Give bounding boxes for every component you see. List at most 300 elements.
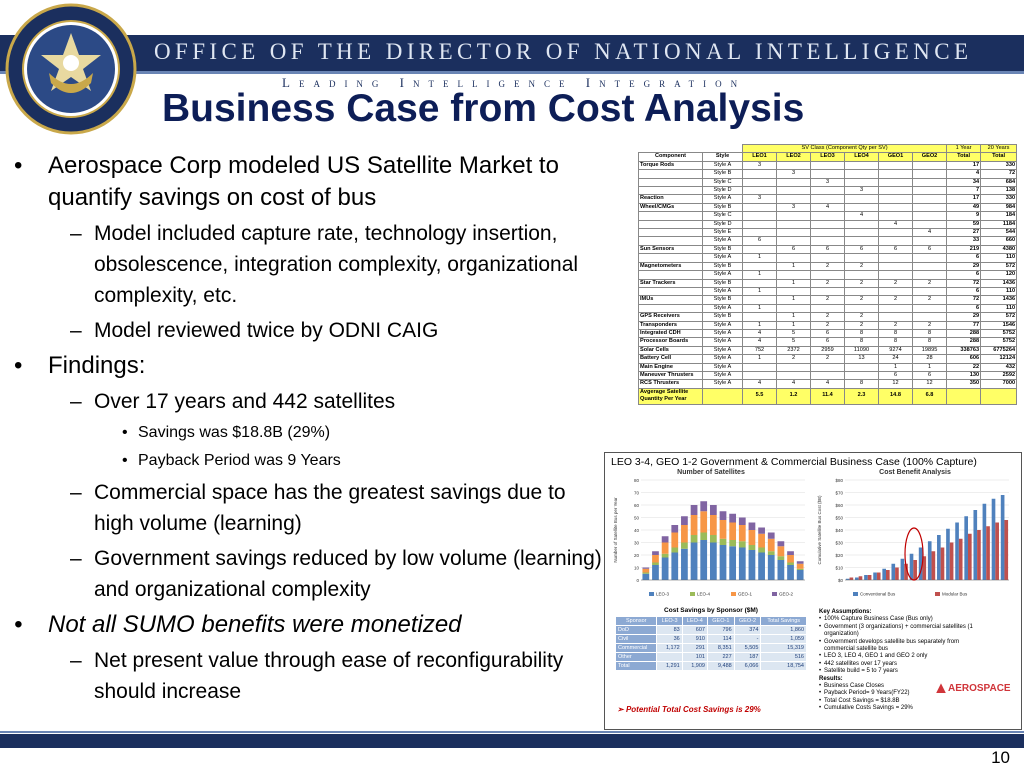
table-cell: Style A (703, 363, 743, 371)
component-cell (639, 271, 703, 279)
sub-sub-bullet: • Savings was $18.8B (29%) (122, 424, 331, 441)
table-row (639, 338, 1017, 346)
column-header: Total Savings (761, 617, 807, 626)
list-item: • 442 satellites over 17 years (819, 661, 989, 668)
table-cell (777, 161, 811, 169)
table-cell: 110 (981, 304, 1017, 312)
bar (700, 501, 707, 511)
bar (973, 510, 977, 580)
table-cell: 2 (913, 279, 947, 287)
legend-label: LEO-3 (656, 591, 670, 597)
y-tick-label: 20 (633, 553, 639, 558)
table-cell (845, 237, 879, 245)
table-cell (811, 187, 845, 195)
table-cell: - (734, 635, 761, 644)
y-tick-label: $30 (835, 540, 843, 546)
table-cell: 114 (707, 635, 734, 644)
table-cell: 83 (657, 626, 682, 635)
table-cell: 12 (879, 380, 913, 388)
list-item: • Satellite build = 5 to 7 years (819, 668, 989, 675)
table-cell: 910 (682, 635, 707, 644)
bar (642, 573, 649, 574)
bullet-text: Findings: (48, 352, 146, 379)
table-cell (913, 220, 947, 228)
table-cell (845, 229, 879, 237)
bar (797, 570, 804, 580)
bar (986, 526, 990, 580)
table-cell: Style A (703, 380, 743, 388)
bar (787, 555, 794, 563)
component-cell: Solar Cells (639, 346, 703, 354)
table-cell: Style E (703, 229, 743, 237)
table-cell: 72 (947, 296, 981, 304)
table-cell: 8 (845, 380, 879, 388)
table-cell: Style B (703, 203, 743, 211)
table-cell: 5.5 (743, 388, 777, 404)
table-cell: 1,059 (761, 635, 807, 644)
component-cell: Battery Cell (639, 355, 703, 363)
table-body (616, 626, 807, 671)
table-cell: 8 (879, 338, 913, 346)
table-cell: 7000 (981, 380, 1017, 388)
table-cell: Style A (703, 195, 743, 203)
table-cell: 22 (947, 363, 981, 371)
table-cell (913, 287, 947, 295)
table-cell (879, 187, 913, 195)
column-header: GEO2 (913, 153, 947, 161)
component-cell: GPS Receivers (639, 313, 703, 321)
table-cell: 1,172 (657, 644, 682, 653)
table-cell (811, 237, 845, 245)
table-cell: 11090 (845, 346, 879, 354)
column-header: LEO2 (777, 153, 811, 161)
table-cell: Style A (703, 355, 743, 363)
legend-swatch (649, 592, 654, 596)
table-cell: 288 (947, 338, 981, 346)
table-cell: 432 (981, 363, 1017, 371)
table-cell: Style B (703, 170, 743, 178)
table-cell: 2 (811, 321, 845, 329)
satellites-chart (611, 469, 811, 605)
table-cell: 3 (743, 161, 777, 169)
bullet-text: Government savings reduced by low volume (learning) and organizational complexity (94, 547, 602, 601)
bar (937, 535, 941, 580)
table-cell (879, 262, 913, 270)
bar (720, 545, 727, 580)
bar (932, 551, 936, 580)
bullet-text: Commercial space has the greatest savings due to high volume (learning) (94, 481, 566, 535)
panel-title: LEO 3-4, GEO 1-2 Government & Commercial Business Case (100% Capture) (611, 456, 977, 468)
table-cell: Style C (703, 212, 743, 220)
bar (778, 541, 785, 546)
table-cell: 2 (879, 279, 913, 287)
bar (946, 529, 950, 580)
bar (850, 578, 854, 581)
table-cell (743, 178, 777, 186)
table-cell: 184 (981, 212, 1017, 220)
bar (864, 575, 868, 580)
table-row (639, 161, 1017, 169)
table-cell: 9 (947, 212, 981, 220)
sponsor-table (615, 616, 807, 671)
table-cell: 187 (734, 653, 761, 662)
legend-swatch (772, 592, 777, 596)
table-cell (811, 371, 845, 379)
table-cell (657, 653, 682, 662)
table-cell: Style B (703, 262, 743, 270)
sv-class-header: SV Class (Component Qty per SV) (743, 145, 947, 153)
bar (691, 505, 698, 515)
column-header: GEO-2 (734, 617, 761, 626)
table-row (616, 644, 807, 653)
bar (671, 533, 678, 548)
y-tick-label: 70 (633, 490, 639, 496)
bar (913, 560, 917, 580)
bar (662, 554, 669, 558)
table-cell: 5752 (981, 338, 1017, 346)
table-cell (811, 170, 845, 178)
table-cell (913, 254, 947, 262)
table-cell: 4 (947, 170, 981, 178)
bar (710, 535, 717, 543)
bullet: • Aerospace Corp modeled US Satellite Market to quantify savings on cost of bus (14, 152, 559, 211)
table-cell: 2372 (777, 346, 811, 354)
bar (671, 553, 678, 581)
table-cell: 110 (981, 287, 1017, 295)
table-cell: Style A (703, 254, 743, 262)
table-cell: 2 (879, 321, 913, 329)
table-cell: 6 (947, 254, 981, 262)
table-cell (743, 212, 777, 220)
y-axis-label: Number of Satellite Bus per Year (613, 497, 618, 563)
bar (797, 564, 804, 569)
component-cell: Maneuver Thrusters (639, 371, 703, 379)
component-cell: RCS Thrusters (639, 380, 703, 388)
list-item: • LEO 3, LEO 4, GEO 1 and GEO 2 only (819, 653, 989, 660)
table-row (639, 329, 1017, 337)
y-tick-label: 0 (636, 578, 639, 583)
table-row (639, 245, 1017, 253)
table-cell (845, 161, 879, 169)
table-row (639, 313, 1017, 321)
table-cell: 2 (811, 279, 845, 287)
table-row (639, 321, 1017, 329)
column-header: Component (639, 153, 703, 161)
bar (941, 548, 945, 581)
y-tick-label: $40 (835, 528, 843, 533)
bar (652, 555, 659, 563)
bar (768, 533, 775, 539)
sub-bullet: – Commercial space has the greatest savings due to high volume (learning) (70, 481, 566, 535)
table-cell: 5 (777, 329, 811, 337)
header (0, 0, 1024, 90)
table-cell: 28 (913, 355, 947, 363)
satellites-chart-svg (611, 476, 811, 602)
table-cell: 4 (845, 212, 879, 220)
y-tick-label: $0 (837, 578, 843, 583)
table-cell: Style A (703, 371, 743, 379)
table-cell: 3 (811, 178, 845, 186)
table-cell (777, 229, 811, 237)
table-cell (879, 170, 913, 178)
bar (691, 543, 698, 581)
component-cell: Reaction (639, 195, 703, 203)
table-cell: 2 (845, 262, 879, 270)
table-cell: 1 (777, 296, 811, 304)
list-item: • Government (3 organizations) + commercial satellites (1 organization) (819, 624, 989, 639)
table-cell: 27 (947, 229, 981, 237)
table-cell: 3 (777, 170, 811, 178)
table-row (616, 662, 807, 671)
table-cell: 6 (811, 338, 845, 346)
component-cell (639, 304, 703, 312)
table-cell: 796 (707, 626, 734, 635)
list-item: • Cumulative Costs Savings = 29% (819, 705, 989, 712)
bar (891, 564, 895, 580)
bar (681, 516, 688, 525)
component-cell (639, 178, 703, 186)
bar (1004, 520, 1008, 580)
table-cell: 6775264 (981, 346, 1017, 354)
table-body (639, 161, 1017, 404)
table-cell: 2 (811, 313, 845, 321)
sponsor-table-title: Cost Savings by Sponsor ($M) (664, 607, 758, 614)
table-cell: 4 (743, 329, 777, 337)
table-cell (777, 195, 811, 203)
table-cell: Style A (703, 287, 743, 295)
table-cell (845, 195, 879, 203)
table-cell (879, 304, 913, 312)
table-cell: 1 (777, 262, 811, 270)
table-cell (743, 296, 777, 304)
bar (720, 539, 727, 545)
year1-header: 1 Year (947, 145, 981, 153)
bar (652, 565, 659, 580)
table-row (639, 220, 1017, 228)
table-cell (811, 212, 845, 220)
bar (671, 548, 678, 553)
y-tick-label: $70 (835, 490, 843, 496)
table-cell: 72 (981, 170, 1017, 178)
chart-title: Number of Satellites (677, 469, 745, 476)
table-cell: 17 (947, 195, 981, 203)
bullet-text: Model reviewed twice by ODNI CAIG (94, 319, 439, 342)
table-cell: 33 (947, 237, 981, 245)
table-cell (743, 220, 777, 228)
table-cell: 338763 (947, 346, 981, 354)
component-cell: Wheel/CMGs (639, 203, 703, 211)
component-cell: Processor Boards (639, 338, 703, 346)
y-tick-label: 50 (633, 515, 639, 521)
column-header: Total (981, 153, 1017, 161)
table-cell: 2 (845, 296, 879, 304)
bar (868, 575, 872, 580)
table-cell: 6,066 (734, 662, 761, 671)
y-tick-label: 10 (633, 565, 639, 571)
bar (691, 535, 698, 543)
table-cell: 2592 (981, 371, 1017, 379)
table-cell (913, 178, 947, 186)
table-cell: 77 (947, 321, 981, 329)
table-header-row (639, 145, 1017, 153)
table-cell: 1 (913, 363, 947, 371)
bar (739, 541, 746, 547)
slide-title: Business Case from Cost Analysis (162, 87, 805, 130)
savings-callout: ➢ Potential Total Cost Savings is 29% (617, 705, 761, 714)
component-cell: Transponders (639, 321, 703, 329)
y-tick-label: $80 (835, 478, 843, 483)
table-cell (913, 237, 947, 245)
table-row (639, 355, 1017, 363)
table-cell: 1 (879, 363, 913, 371)
table-cell: 2 (913, 296, 947, 304)
table-cell: 3 (777, 203, 811, 211)
table-cell: 1 (743, 287, 777, 295)
bar (662, 536, 669, 542)
table-cell: Style A (703, 329, 743, 337)
bar (729, 546, 736, 580)
bar (739, 548, 746, 581)
table-cell: 1 (743, 254, 777, 262)
table-cell (743, 170, 777, 178)
bar (681, 549, 688, 580)
bullet-text: Not all SUMO benefits were monetized (48, 611, 462, 638)
bar (882, 569, 886, 580)
table-cell (879, 195, 913, 203)
table-cell: 8 (913, 329, 947, 337)
sponsor-savings-table (615, 607, 807, 671)
table-row (639, 271, 1017, 279)
bar (983, 504, 987, 580)
bar (778, 556, 785, 560)
table-cell (743, 279, 777, 287)
table-cell (913, 212, 947, 220)
table-cell (703, 388, 743, 404)
bar (691, 515, 698, 535)
table-cell (845, 271, 879, 279)
legend-swatch (935, 592, 940, 596)
table-cell: 110 (981, 254, 1017, 262)
bar (662, 558, 669, 581)
footer-divider (0, 731, 1024, 733)
table-cell: 6 (947, 271, 981, 279)
table-cell (879, 271, 913, 279)
table-cell (743, 262, 777, 270)
table-row (639, 178, 1017, 186)
table-cell (845, 287, 879, 295)
bar (652, 551, 659, 555)
table-cell (811, 195, 845, 203)
legend-label: LEO-4 (697, 591, 711, 597)
bar (758, 548, 765, 553)
column-header: LEO4 (845, 153, 879, 161)
bar (886, 570, 890, 580)
table-cell: 1 (743, 271, 777, 279)
table-cell (913, 170, 947, 178)
component-cell: Torque Rods (639, 161, 703, 169)
table-cell: 516 (761, 653, 807, 662)
table-cell: 29 (947, 262, 981, 270)
y-tick-label: 80 (633, 478, 639, 483)
table-cell (811, 363, 845, 371)
table-cell (879, 237, 913, 245)
table-row (639, 262, 1017, 270)
table-cell: Style B (703, 245, 743, 253)
table-cell: Total (616, 662, 657, 671)
bar (873, 573, 877, 581)
bullet-text: Model included capture rate, technology insertion, obsolescence, integration complexity, organizational complexity, etc. (94, 222, 579, 307)
bar (950, 543, 954, 581)
component-cell: Star Trackers (639, 279, 703, 287)
bullet: • Findings: (14, 352, 146, 379)
table-cell: 4 (811, 203, 845, 211)
table-row (639, 304, 1017, 312)
table-cell: 7 (947, 187, 981, 195)
table-cell: 1546 (981, 321, 1017, 329)
table-cell (811, 304, 845, 312)
component-cell (639, 170, 703, 178)
table-cell: 752 (743, 346, 777, 354)
table-cell: 330 (981, 195, 1017, 203)
table-cell: 607 (682, 626, 707, 635)
year20-header: 20 Years (981, 145, 1017, 153)
bar (710, 543, 717, 581)
table-cell: 6 (845, 245, 879, 253)
table-cell: 3 (845, 187, 879, 195)
bar (968, 534, 972, 580)
table-row (639, 203, 1017, 211)
cost-benefit-chart-svg (815, 476, 1015, 602)
table-row (639, 187, 1017, 195)
chart-title: Cost Benefit Analysis (879, 469, 951, 476)
table-cell: Other (616, 653, 657, 662)
table-cell (845, 203, 879, 211)
table-cell: 4 (743, 338, 777, 346)
bar (662, 543, 669, 554)
table-cell (879, 212, 913, 220)
table-cell: 3 (743, 195, 777, 203)
table-cell: 8 (845, 329, 879, 337)
bullet-text: Payback Period was 9 Years (138, 452, 341, 469)
component-cell (639, 287, 703, 295)
bar (758, 534, 765, 548)
table-cell (811, 287, 845, 295)
table-cell (811, 161, 845, 169)
table-cell: 374 (734, 626, 761, 635)
table-cell (913, 195, 947, 203)
table-cell (913, 262, 947, 270)
table-cell: 101 (682, 653, 707, 662)
table-cell (913, 313, 947, 321)
component-cell (639, 220, 703, 228)
table-cell: Style B (703, 313, 743, 321)
bar (758, 528, 765, 534)
table-cell: 120 (981, 271, 1017, 279)
table-cell (913, 304, 947, 312)
table-cell: Style C (703, 178, 743, 186)
table-row (639, 371, 1017, 379)
bullet-text: Over 17 years and 442 satellites (94, 390, 396, 413)
table-cell: 6.8 (913, 388, 947, 404)
table-row (639, 229, 1017, 237)
y-tick-label: $50 (835, 515, 843, 521)
y-axis-label: Cumulative Satellite Bus Cost ($B) (817, 495, 822, 565)
table-cell: 2 (845, 321, 879, 329)
table-cell (777, 212, 811, 220)
column-header: LEO-4 (682, 617, 707, 626)
aerospace-logo (936, 683, 1011, 694)
table-cell (845, 363, 879, 371)
